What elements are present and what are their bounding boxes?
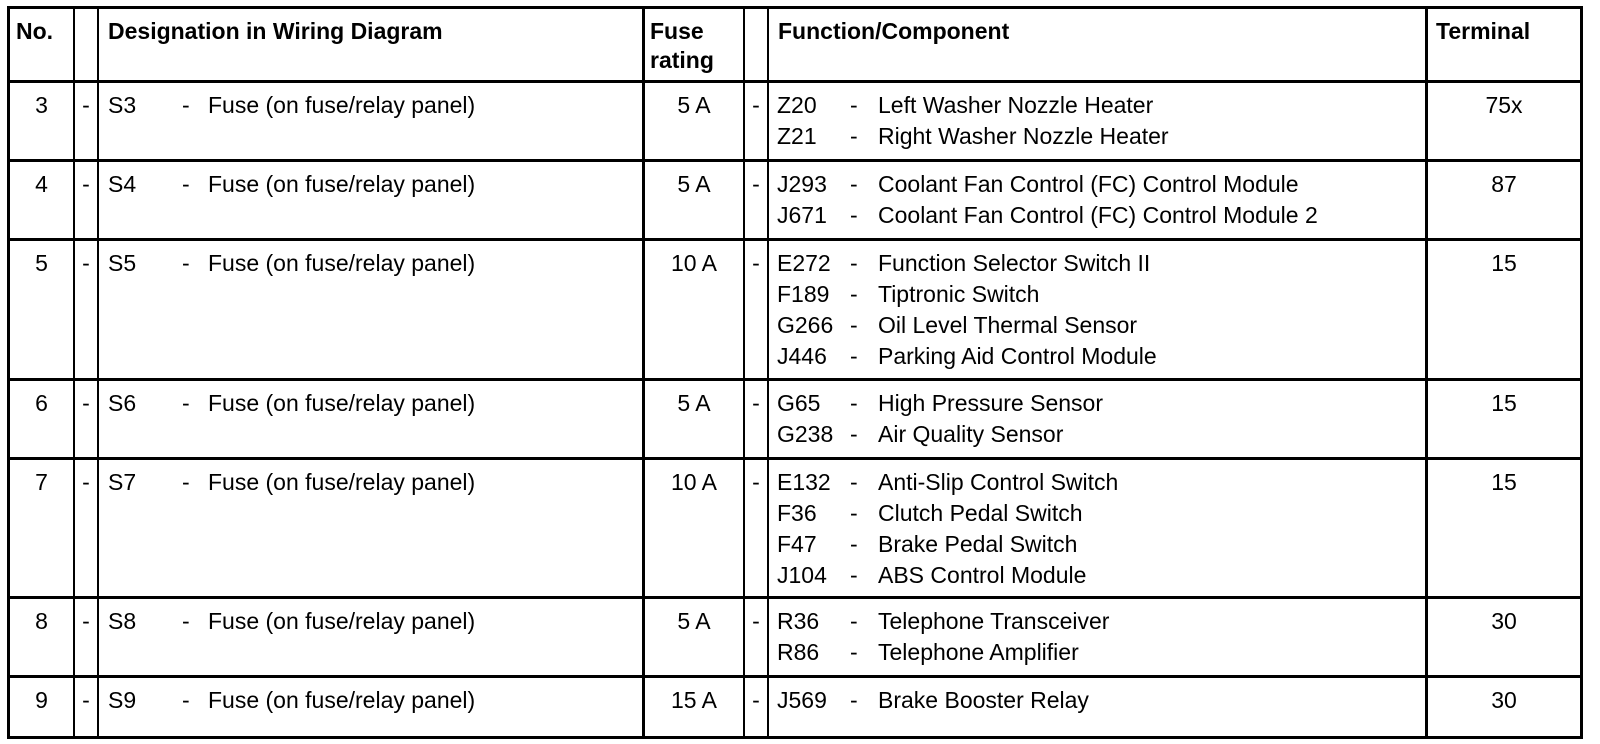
separator-dash: -: [752, 687, 760, 713]
component-name: Telephone Amplifier: [878, 639, 1079, 665]
header-fuse-rating-line2: rating: [650, 47, 714, 73]
component-name: ABS Control Module: [878, 562, 1087, 588]
fuse-description: Fuse (on fuse/relay panel): [208, 390, 476, 416]
fuse-description: Fuse (on fuse/relay panel): [208, 469, 476, 495]
separator-dash: -: [752, 608, 760, 634]
separator-dash: -: [850, 312, 858, 338]
component-code: E132: [777, 469, 831, 495]
row-number: 6: [35, 390, 48, 416]
header-function: Function/Component: [778, 18, 1010, 44]
fuse-designation: S4: [108, 171, 137, 197]
component-name: Left Washer Nozzle Heater: [878, 92, 1154, 118]
separator-dash: -: [850, 250, 858, 276]
component-name: Oil Level Thermal Sensor: [878, 312, 1138, 338]
fuse-rating: 5 A: [677, 171, 711, 197]
column-divider: [767, 9, 769, 736]
component-name: Coolant Fan Control (FC) Control Module: [878, 171, 1299, 197]
component-code: J293: [777, 171, 827, 197]
header-designation: Designation in Wiring Diagram: [108, 18, 443, 44]
separator-dash: -: [850, 421, 858, 447]
row-divider: [10, 159, 1580, 162]
separator-dash: -: [82, 92, 90, 118]
component-code: E272: [777, 250, 831, 276]
component-name: Function Selector Switch II: [878, 250, 1151, 276]
component-name: Parking Aid Control Module: [878, 343, 1157, 369]
separator-dash: -: [182, 171, 190, 197]
header-terminal: Terminal: [1436, 18, 1531, 44]
terminal-value: 30: [1491, 608, 1517, 634]
fuse-designation: S6: [108, 390, 137, 416]
fuse-rating: 5 A: [677, 608, 711, 634]
separator-dash: -: [182, 390, 190, 416]
header-no: No.: [16, 18, 54, 44]
separator-dash: -: [82, 687, 90, 713]
row-divider: [10, 457, 1580, 460]
component-name: Air Quality Sensor: [878, 421, 1064, 447]
separator-dash: -: [850, 469, 858, 495]
fuse-designation: S5: [108, 250, 137, 276]
component-code: J446: [777, 343, 827, 369]
separator-dash: -: [82, 390, 90, 416]
terminal-value: 30: [1491, 687, 1517, 713]
component-name: Anti-Slip Control Switch: [878, 469, 1119, 495]
component-code: J104: [777, 562, 827, 588]
row-divider: [10, 238, 1580, 241]
component-name: Tiptronic Switch: [878, 281, 1040, 307]
row-number: 9: [35, 687, 48, 713]
separator-dash: -: [850, 531, 858, 557]
separator-dash: -: [850, 608, 858, 634]
row-number: 5: [35, 250, 48, 276]
row-number: 3: [35, 92, 48, 118]
component-name: High Pressure Sensor: [878, 390, 1103, 416]
separator-dash: -: [82, 250, 90, 276]
separator-dash: -: [850, 343, 858, 369]
separator-dash: -: [182, 469, 190, 495]
separator-dash: -: [850, 92, 858, 118]
fuse-description: Fuse (on fuse/relay panel): [208, 92, 476, 118]
component-code: J569: [777, 687, 827, 713]
fuse-designation: S8: [108, 608, 137, 634]
terminal-value: 15: [1491, 469, 1517, 495]
component-code: F47: [777, 531, 817, 557]
component-code: G238: [777, 421, 834, 447]
fuse-designation: S9: [108, 687, 137, 713]
component-code: R36: [777, 608, 820, 634]
column-divider: [97, 9, 99, 736]
fuse-designation: S7: [108, 469, 137, 495]
separator-dash: -: [82, 608, 90, 634]
separator-dash: -: [182, 92, 190, 118]
fuse-rating: 10 A: [670, 250, 718, 276]
fuse-rating: 10 A: [670, 469, 718, 495]
separator-dash: -: [850, 171, 858, 197]
separator-dash: -: [182, 687, 190, 713]
component-code: J671: [777, 202, 827, 228]
fuse-table: [7, 6, 1583, 739]
component-name: Right Washer Nozzle Heater: [878, 123, 1169, 149]
separator-dash: -: [752, 92, 760, 118]
component-code: Z21: [777, 123, 817, 149]
component-name: Telephone Transceiver: [878, 608, 1110, 634]
terminal-value: 75x: [1485, 92, 1523, 118]
component-code: F189: [777, 281, 830, 307]
fuse-description: Fuse (on fuse/relay panel): [208, 687, 476, 713]
fuse-description: Fuse (on fuse/relay panel): [208, 608, 476, 634]
separator-dash: -: [82, 469, 90, 495]
separator-dash: -: [752, 469, 760, 495]
header-fuse-rating-line1: Fuse: [650, 18, 704, 44]
separator-dash: -: [182, 250, 190, 276]
separator-dash: -: [752, 390, 760, 416]
row-number: 7: [35, 469, 48, 495]
fuse-rating: 5 A: [677, 390, 711, 416]
fuse-description: Fuse (on fuse/relay panel): [208, 171, 476, 197]
row-number: 4: [35, 171, 48, 197]
fuse-rating: 15 A: [670, 687, 718, 713]
terminal-value: 15: [1491, 390, 1517, 416]
component-name: Clutch Pedal Switch: [878, 500, 1083, 526]
separator-dash: -: [850, 390, 858, 416]
row-divider: [10, 675, 1580, 678]
separator-dash: -: [850, 202, 858, 228]
separator-dash: -: [850, 687, 858, 713]
separator-dash: -: [850, 639, 858, 665]
separator-dash: -: [850, 281, 858, 307]
fuse-rating: 5 A: [677, 92, 711, 118]
separator-dash: -: [752, 171, 760, 197]
header-divider: [10, 80, 1580, 83]
component-name: Brake Pedal Switch: [878, 531, 1078, 557]
component-name: Coolant Fan Control (FC) Control Module 2: [878, 202, 1318, 228]
fuse-designation: S3: [108, 92, 137, 118]
component-name: Brake Booster Relay: [878, 687, 1089, 713]
component-code: Z20: [777, 92, 817, 118]
separator-dash: -: [850, 562, 858, 588]
row-divider: [10, 596, 1580, 599]
terminal-value: 87: [1491, 171, 1517, 197]
component-code: G266: [777, 312, 834, 338]
separator-dash: -: [850, 500, 858, 526]
terminal-value: 15: [1491, 250, 1517, 276]
component-code: G65: [777, 390, 821, 416]
fuse-description: Fuse (on fuse/relay panel): [208, 250, 476, 276]
separator-dash: -: [182, 608, 190, 634]
row-divider: [10, 378, 1580, 381]
component-code: R86: [777, 639, 820, 665]
separator-dash: -: [850, 123, 858, 149]
separator-dash: -: [752, 250, 760, 276]
component-code: F36: [777, 500, 817, 526]
separator-dash: -: [82, 171, 90, 197]
row-number: 8: [35, 608, 48, 634]
